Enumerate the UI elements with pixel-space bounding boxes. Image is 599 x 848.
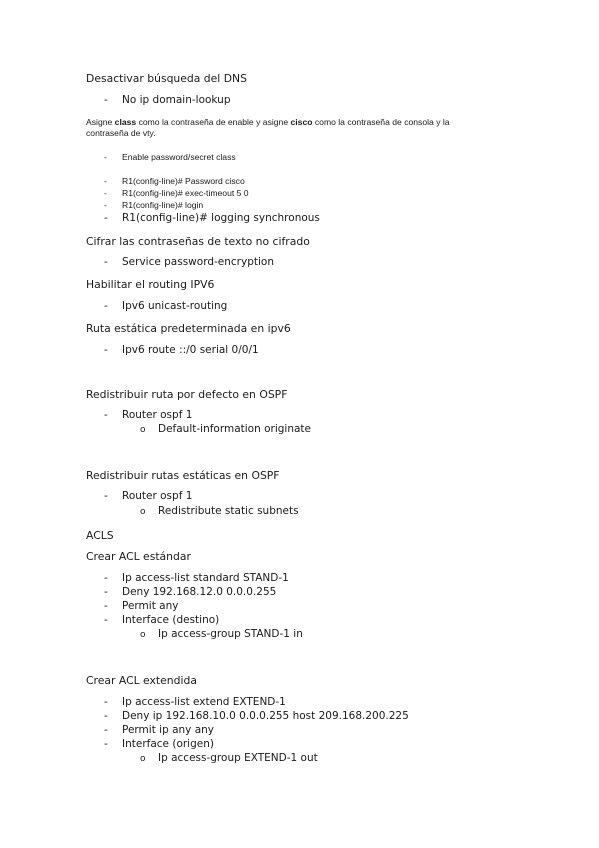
list-dash: - [104, 200, 107, 210]
sub-list-item: Ip access-group STAND-1 in [158, 628, 303, 640]
list-dash: - [104, 724, 108, 736]
heading-ipv6: Habilitar el routing IPV6 [86, 278, 215, 291]
list-item: Deny 192.168.12.0 0.0.0.255 [122, 586, 277, 598]
list-dash: - [104, 490, 108, 502]
list-item: R1(config-line)# logging synchronous [122, 212, 320, 224]
heading-acl-extended: Crear ACL extendida [86, 674, 197, 687]
list-dash: - [104, 600, 108, 612]
list-item: Deny ip 192.168.10.0 0.0.0.255 host 209.168.200.225 [122, 710, 409, 722]
sub-list-item: Redistribute static subnets [158, 505, 299, 517]
heading-dns: Desactivar búsqueda del DNS [86, 72, 247, 85]
list-item: Interface (destino) [122, 614, 220, 626]
list-dash: - [104, 738, 108, 750]
list-dash: - [104, 152, 107, 162]
list-dash: - [104, 572, 108, 584]
sub-bullet: o [140, 507, 146, 517]
sub-bullet: o [140, 754, 146, 764]
list-item: Enable password/secret class [122, 152, 236, 162]
sub-list-item: Default-information originate [158, 423, 311, 435]
list-dash: - [104, 300, 108, 312]
list-item: Router ospf 1 [122, 490, 193, 502]
list-item: Router ospf 1 [122, 409, 193, 421]
list-item: R1(config-line)# exec-timeout 5 0 [122, 188, 249, 198]
list-dash: - [104, 94, 108, 106]
list-item: R1(config-line)# Password cisco [122, 176, 245, 186]
heading-ospf-static: Redistribuir rutas estáticas en OSPF [86, 469, 280, 482]
sub-bullet: o [140, 425, 146, 435]
list-dash: - [104, 212, 108, 224]
heading-acls: ACLS [86, 529, 114, 542]
heading-encrypt: Cifrar las contraseñas de texto no cifrado [86, 235, 310, 248]
list-item: Service password-encryption [122, 256, 274, 268]
list-item: Ip access-list extend EXTEND-1 [122, 696, 286, 708]
list-item: Interface (origen) [122, 738, 214, 750]
list-item: Ipv6 route ::/0 serial 0/0/1 [122, 344, 259, 356]
list-item: R1(config-line)# login [122, 200, 204, 210]
list-dash: - [104, 409, 108, 421]
list-item: Permit ip any any [122, 724, 215, 736]
list-dash: - [104, 586, 108, 598]
list-dash: - [104, 188, 107, 198]
list-dash: - [104, 710, 108, 722]
list-dash: - [104, 344, 108, 356]
heading-ipv6-route: Ruta estática predeterminada en ipv6 [86, 322, 291, 335]
list-dash: - [104, 614, 108, 626]
sub-bullet: o [140, 630, 146, 640]
heading-acl-standard: Crear ACL estándar [86, 550, 191, 563]
list-dash: - [104, 256, 108, 268]
list-dash: - [104, 696, 108, 708]
list-dash: - [104, 176, 107, 186]
passwords-paragraph: Asigne class como la contraseña de enable y asigne cisco como la contraseña de consola y la contraseña de vty. [86, 117, 450, 138]
list-item: No ip domain-lookup [122, 94, 231, 106]
list-item: Permit any [122, 600, 179, 612]
sub-list-item: Ip access-group EXTEND-1 out [158, 752, 318, 764]
list-item: Ip access-list standard STAND-1 [122, 572, 289, 584]
heading-ospf-default: Redistribuir ruta por defecto en OSPF [86, 388, 288, 401]
list-item: Ipv6 unicast-routing [122, 300, 228, 312]
